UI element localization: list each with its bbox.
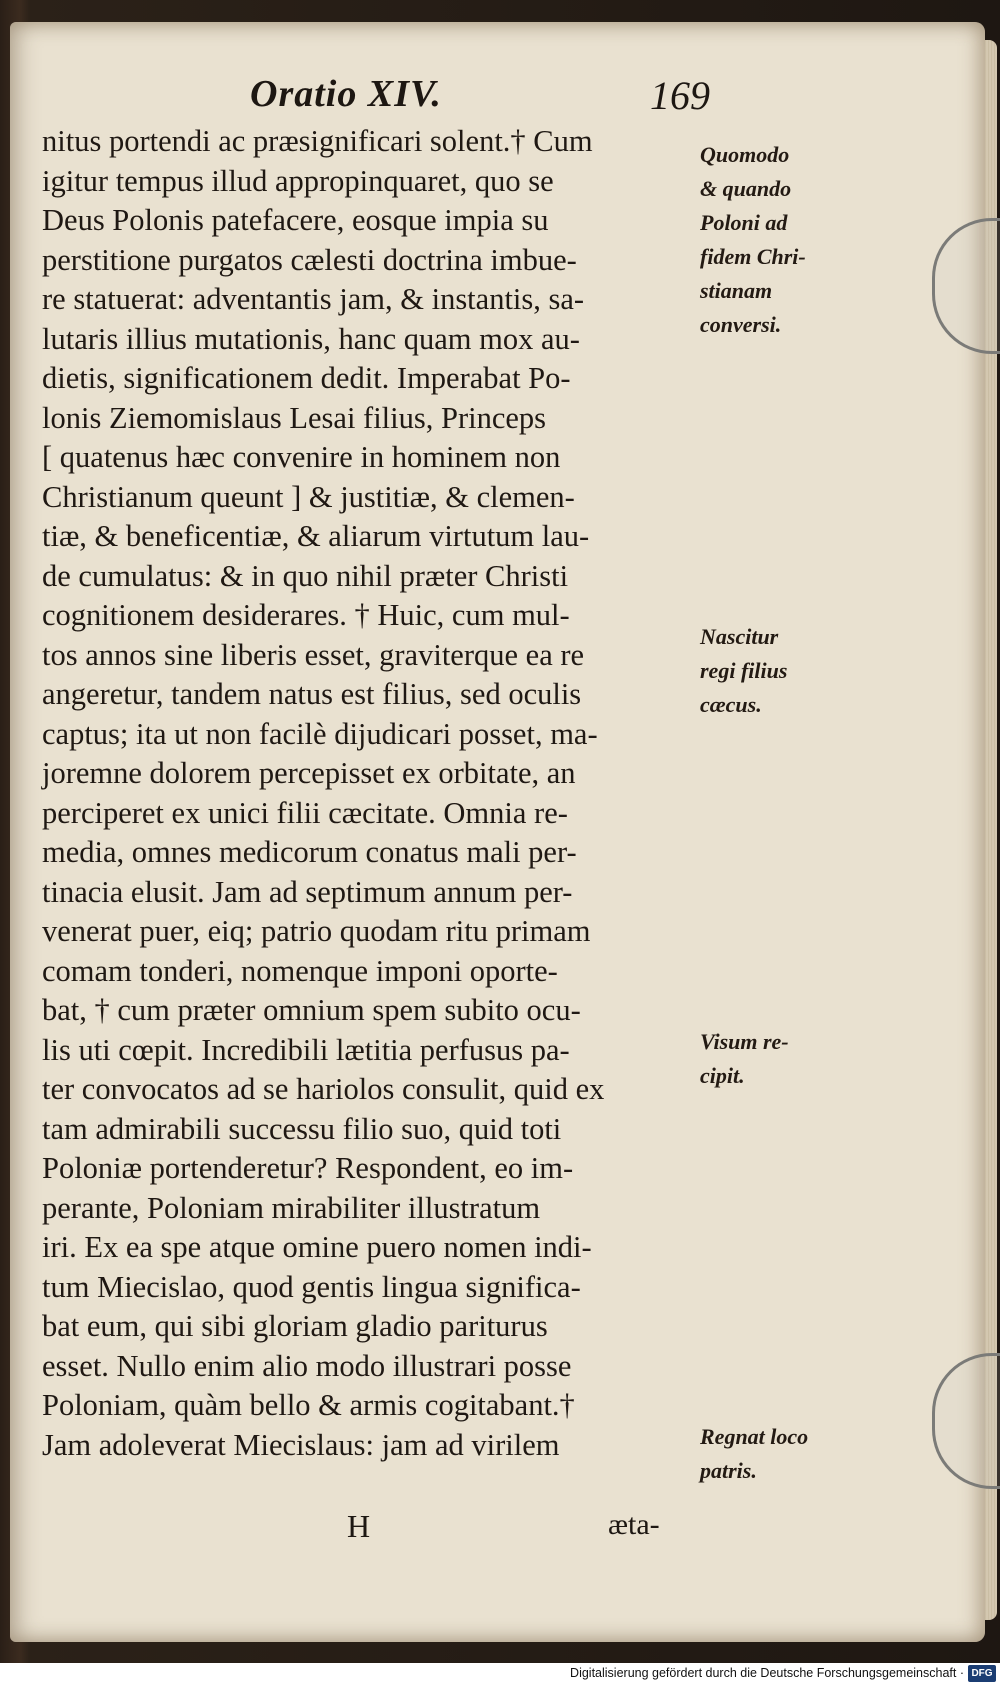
text-line: perante, Poloniam mirabiliter illustratum [42,1190,541,1225]
text-line: cognitionem desiderares. † Huic, cum mul- [42,598,570,632]
margin-note-line: conversi. [700,312,782,337]
text-line: angeretur, tandem natus est filius, sed oculis [42,677,582,711]
margin-note-line: Regnat loco [700,1424,809,1449]
text-line: nitus portendi ac præsignificari solent.† Cum [42,124,593,158]
running-title: Oratio XIV. [250,73,442,115]
margin-note-line: Quomodo [700,142,790,167]
margin-note-line: fidem Chri- [700,244,806,269]
margin-note-sight-restored [700,1025,850,1093]
text-line: Poloniæ portenderetur? Respondent, eo im- [42,1151,574,1185]
text-line: Christianum queunt ] & justitiæ, & clemen- [42,479,575,514]
margin-note-line: cæcus. [700,692,762,717]
margin-note-line: Nascitur [700,624,779,649]
text-line: tiæ, & beneficentiæ, & aliarum virtutum lau- [42,519,590,553]
text-line: dietis, significationem dedit. Imperabat Po- [42,361,571,395]
text-line: bat eum, qui sibi gloriam gladio pariturus [42,1309,548,1343]
text-line: tos annos sine liberis esset, graviterque ea re [42,637,585,672]
margin-note-line: Poloni ad [700,210,788,235]
margin-note-reigns [700,1420,850,1488]
margin-note-line: regi filius [700,658,788,683]
margin-note-line: & quando [700,176,792,201]
page-header [0,72,1000,122]
text-line: media, omnes medicorum conatus mali per- [42,835,577,869]
text-line: joremne dolorem percepisset ex orbitate, an [42,756,576,790]
text-line: [ quatenus hæc convenire in hominem non [42,440,561,474]
text-line: ter convocatos ad se hariolos consulit, quid ex [42,1072,605,1106]
text-line: igitur tempus illud appropinquaret, quo se [42,163,554,198]
signature-mark: H [347,1508,371,1544]
text-line: perciperet ex unici filii cæcitate. Omnia re- [42,795,568,830]
text-line: de cumulatus: & in quo nihil præter Christi [42,558,569,593]
text-line: Deus Polonis patefacere, eosque impia su [42,203,549,237]
main-text-block [42,122,692,1465]
catchword: æta- [608,1508,660,1541]
text-line: perstitione purgatos cælesti doctrina imbue- [42,242,577,277]
text-line: Poloniam, quàm bello & armis cogitabant.† [42,1388,575,1422]
text-line: lis uti cœpit. Incredibili lætitia perfusus pa- [42,1032,570,1067]
dfg-logo: DFG [968,1665,996,1682]
text-line: comam tonderi, nomenque imponi oporte- [42,953,558,988]
text-line: bat, † cum præter omnium spem subito ocu- [42,993,581,1027]
margin-note-line: stianam [700,278,773,303]
page-number: 169 [650,73,710,118]
text-line: re statuerat: adventantis jam, & instantis, sa- [42,282,585,316]
margin-note-conversion [700,138,850,342]
page-footer [0,1508,1000,1548]
text-line: lonis Ziemomislaus Lesai filius, Princeps [42,400,547,435]
text-line: iri. Ex ea spe atque omine puero nomen indi- [42,1230,592,1264]
text-line: esset. Nullo enim alio modo illustrari posse [42,1348,572,1383]
text-line: tinacia elusit. Jam ad septimum annum per- [42,874,573,909]
margin-note-line: Visum re- [700,1029,789,1054]
text-line: captus; ita ut non facilè dijudicari posset, ma- [42,716,598,751]
text-line: tam admirabili successu filio suo, quid toti [42,1111,562,1146]
margin-note-blind-son [700,620,850,722]
margin-note-line: patris. [700,1458,757,1483]
text-line: lutaris illius mutationis, hanc quam mox au- [42,321,580,356]
margin-note-line: cipit. [700,1063,745,1088]
text-line: venerat puer, eiq; patrio quodam ritu primam [42,914,591,948]
digitization-credit-bar [0,1663,1000,1685]
text-line: Jam adoleverat Miecislaus: jam ad virilem [42,1427,560,1462]
credit-text: Digitalisierung gefördert durch die Deutsche Forschungsgemeinschaft · [570,1666,964,1680]
text-line: tum Miecislao, quod gentis lingua significa- [42,1269,581,1304]
